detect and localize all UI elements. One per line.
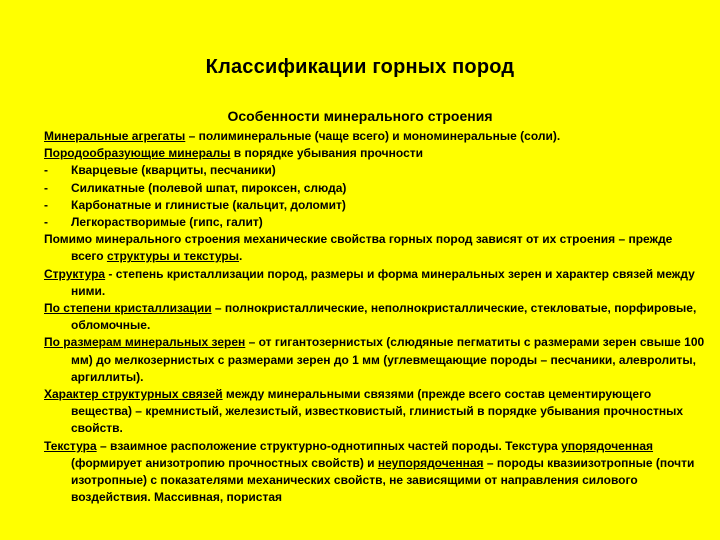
slide-body [44, 128, 708, 506]
term-texture: Текстура [44, 438, 97, 453]
paragraph-mineral-aggregates [44, 128, 708, 145]
paragraph-crystallization [44, 300, 708, 334]
list-item [44, 214, 708, 231]
term-structure-and-texture: структуры и текстуры [106, 249, 239, 264]
term-crystallization: По степени кристаллизации [44, 301, 212, 316]
text: Помимо минерального строения механические свойства горных пород зависят от их строения – прежде всего [44, 232, 673, 264]
bullet-marker: - [44, 215, 48, 230]
paragraph-grain-size [44, 334, 708, 386]
text: – взаимное расположение структурно-однотипных частей породы. Текстура [96, 438, 562, 453]
term-ordered: упорядоченная [561, 438, 654, 453]
list-item [44, 180, 708, 197]
term-rock-forming-minerals: Породообразующие минералы [44, 146, 231, 161]
list-item-text: Кварцевые (кварциты, песчаники) [71, 163, 276, 178]
bullet-marker: - [44, 197, 48, 212]
text: (формирует анизотропию прочностных свойств) и [71, 455, 378, 470]
text: – полиминеральные (чаще всего) и мономинеральные (соли). [185, 129, 561, 143]
list-item-text: Карбонатные и глинистые (кальцит, доломит) [71, 197, 346, 212]
term-mineral-aggregates: Минеральные агрегаты [44, 129, 186, 143]
term-structural-bonds: Характер структурных связей [44, 387, 223, 402]
list-item-text: Легкорастворимые (гипс, галит) [71, 215, 263, 230]
paragraph-structure-intro [44, 231, 708, 265]
bullet-marker: - [44, 163, 48, 178]
text: в порядке убывания прочности [230, 146, 423, 161]
list-item-text: Силикатные (полевой шпат, пироксен, слюда) [71, 180, 347, 195]
term-structure: Структура [44, 266, 106, 281]
text: . [239, 249, 243, 264]
text: – от гигантозернистых (слюдяные пегматиты с размерами зерен свыше 100 мм) до мелкозернистых с размерами зерен до 1 мм (углевмещающие породы – песчаники, алевролиты, аргиллиты). [71, 335, 705, 384]
text: - степень кристаллизации пород, размеры и форма минеральных зерен и характер связей между ними. [71, 266, 695, 298]
section-subtitle: Особенности минерального строения [227, 108, 493, 124]
term-disordered: неупорядоченная [377, 455, 484, 470]
paragraph-structural-bonds [44, 386, 708, 438]
list-item [44, 162, 708, 179]
bullet-marker: - [44, 180, 48, 195]
term-grain-size: По размерам минеральных зерен [44, 335, 246, 350]
text: – породы квазиизотропные (почти изотропные) с показателями механических свойств, не зависящими от направления силового воздействия. Массивная, пористая [71, 455, 695, 505]
text: между минеральными связями (прежде всего состав цементирующего вещества) – кремнистый, железистый, известковистый, глинистый в порядке убывания прочностных свойств. [71, 387, 684, 436]
paragraph-structure-definition [44, 266, 708, 300]
paragraph-texture [44, 438, 708, 507]
paragraph-rock-forming-minerals [44, 145, 708, 162]
list-item [44, 197, 708, 214]
text: – полнокристаллические, неполнокристаллические, стекловатые, порфировые, обломочные. [71, 301, 697, 333]
slide-title: Классификации горных пород [205, 56, 515, 78]
